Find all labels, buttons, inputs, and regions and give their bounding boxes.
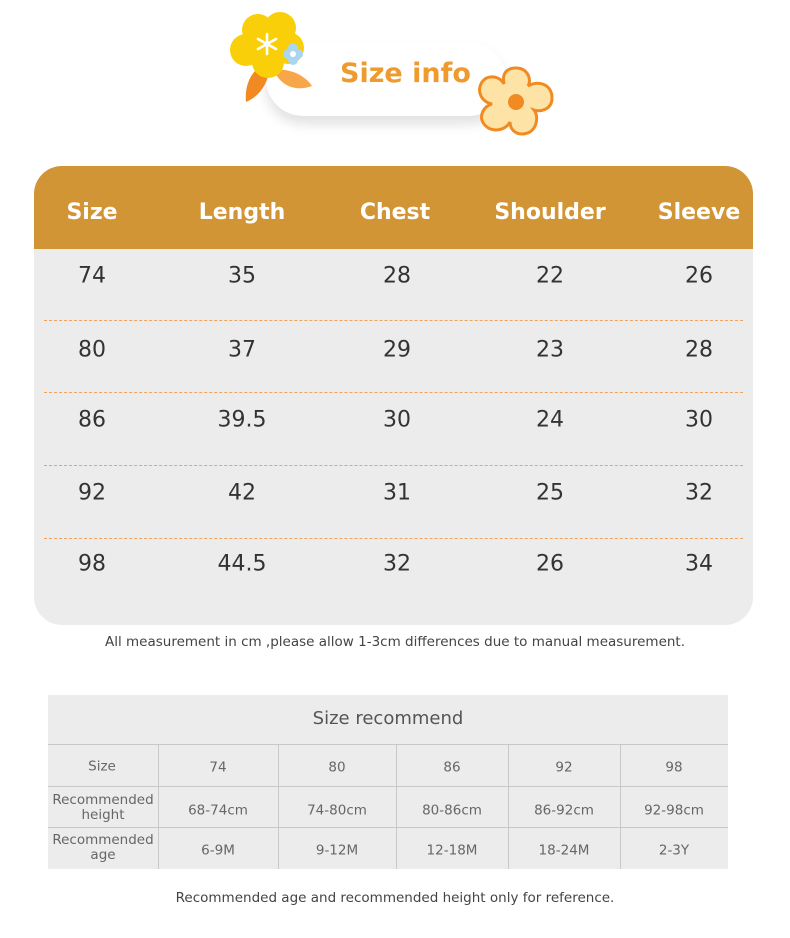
banner-title: Size info [340, 58, 471, 89]
cell-size: 86 [78, 407, 106, 433]
header-size: Size [66, 200, 118, 225]
row-label: Size [88, 758, 116, 775]
cream-flower-icon [470, 62, 562, 140]
cell-length: 44.5 [217, 551, 267, 577]
row-label-line: age [90, 847, 116, 863]
cell-sleeve: 34 [685, 551, 713, 577]
cell-chest: 28 [383, 263, 411, 289]
age-value: 6-9M [201, 842, 235, 859]
cell-sleeve: 28 [685, 337, 713, 363]
height-value: 80-86cm [422, 802, 482, 819]
row-divider [44, 320, 743, 321]
row-divider [44, 392, 743, 393]
grid-line [508, 744, 509, 869]
cell-shoulder: 22 [536, 263, 564, 289]
cell-size: 98 [78, 551, 106, 577]
grid-line [48, 744, 728, 745]
size-value: 86 [443, 759, 461, 776]
size-value: 80 [328, 759, 346, 776]
size-measurement-table [34, 166, 753, 625]
row-divider [44, 465, 743, 466]
size-value: 92 [555, 759, 573, 776]
cell-size: 80 [78, 337, 106, 363]
cell-size: 74 [78, 263, 106, 289]
cell-chest: 32 [383, 551, 411, 577]
cell-length: 39.5 [217, 407, 267, 433]
measurement-note: All measurement in cm ,please allow 1-3cm differences due to manual measurement. [104, 634, 686, 650]
size-table-header [34, 166, 753, 249]
cell-sleeve: 30 [685, 407, 713, 433]
yellow-flower-icon [218, 4, 328, 114]
row-label [52, 833, 153, 863]
grid-line [278, 744, 279, 869]
header-shoulder: Shoulder [494, 200, 606, 225]
height-value: 86-92cm [534, 802, 594, 819]
size-recommend-table [48, 695, 728, 869]
cell-shoulder: 23 [536, 337, 564, 363]
recommend-title: Size recommend [312, 708, 464, 729]
size-value: 98 [665, 759, 683, 776]
cell-shoulder: 26 [536, 551, 564, 577]
cell-length: 35 [228, 263, 256, 289]
grid-line [158, 744, 159, 869]
cell-length: 37 [228, 337, 256, 363]
cell-shoulder: 25 [536, 480, 564, 506]
cell-sleeve: 26 [685, 263, 713, 289]
height-value: 92-98cm [644, 802, 704, 819]
cell-chest: 30 [383, 407, 411, 433]
row-label-line: Recommended [52, 792, 154, 808]
header-sleeve: Sleeve [657, 200, 741, 225]
grid-line [396, 744, 397, 869]
height-value: 68-74cm [188, 802, 248, 819]
cell-shoulder: 24 [536, 407, 564, 433]
row-label-line: Recommended [52, 832, 154, 848]
size-value: 74 [209, 759, 227, 776]
grid-line [48, 827, 728, 828]
age-value: 9-12M [315, 842, 359, 859]
cell-chest: 29 [383, 337, 411, 363]
reference-note: Recommended age and recommended height only for reference. [175, 890, 615, 906]
cell-sleeve: 32 [685, 480, 713, 506]
cell-chest: 31 [383, 480, 411, 506]
age-value: 2-3Y [658, 842, 690, 859]
header-length: Length [198, 200, 286, 225]
grid-line [48, 786, 728, 787]
header-chest: Chest [359, 200, 431, 225]
row-divider [44, 538, 743, 539]
cell-size: 92 [78, 480, 106, 506]
age-value: 18-24M [538, 842, 590, 859]
age-value: 12-18M [426, 842, 478, 859]
cell-length: 42 [228, 480, 256, 506]
row-label [52, 793, 153, 823]
size-info-banner [218, 4, 568, 140]
height-value: 74-80cm [307, 802, 367, 819]
row-label-line: height [81, 807, 125, 823]
grid-line [620, 744, 621, 869]
